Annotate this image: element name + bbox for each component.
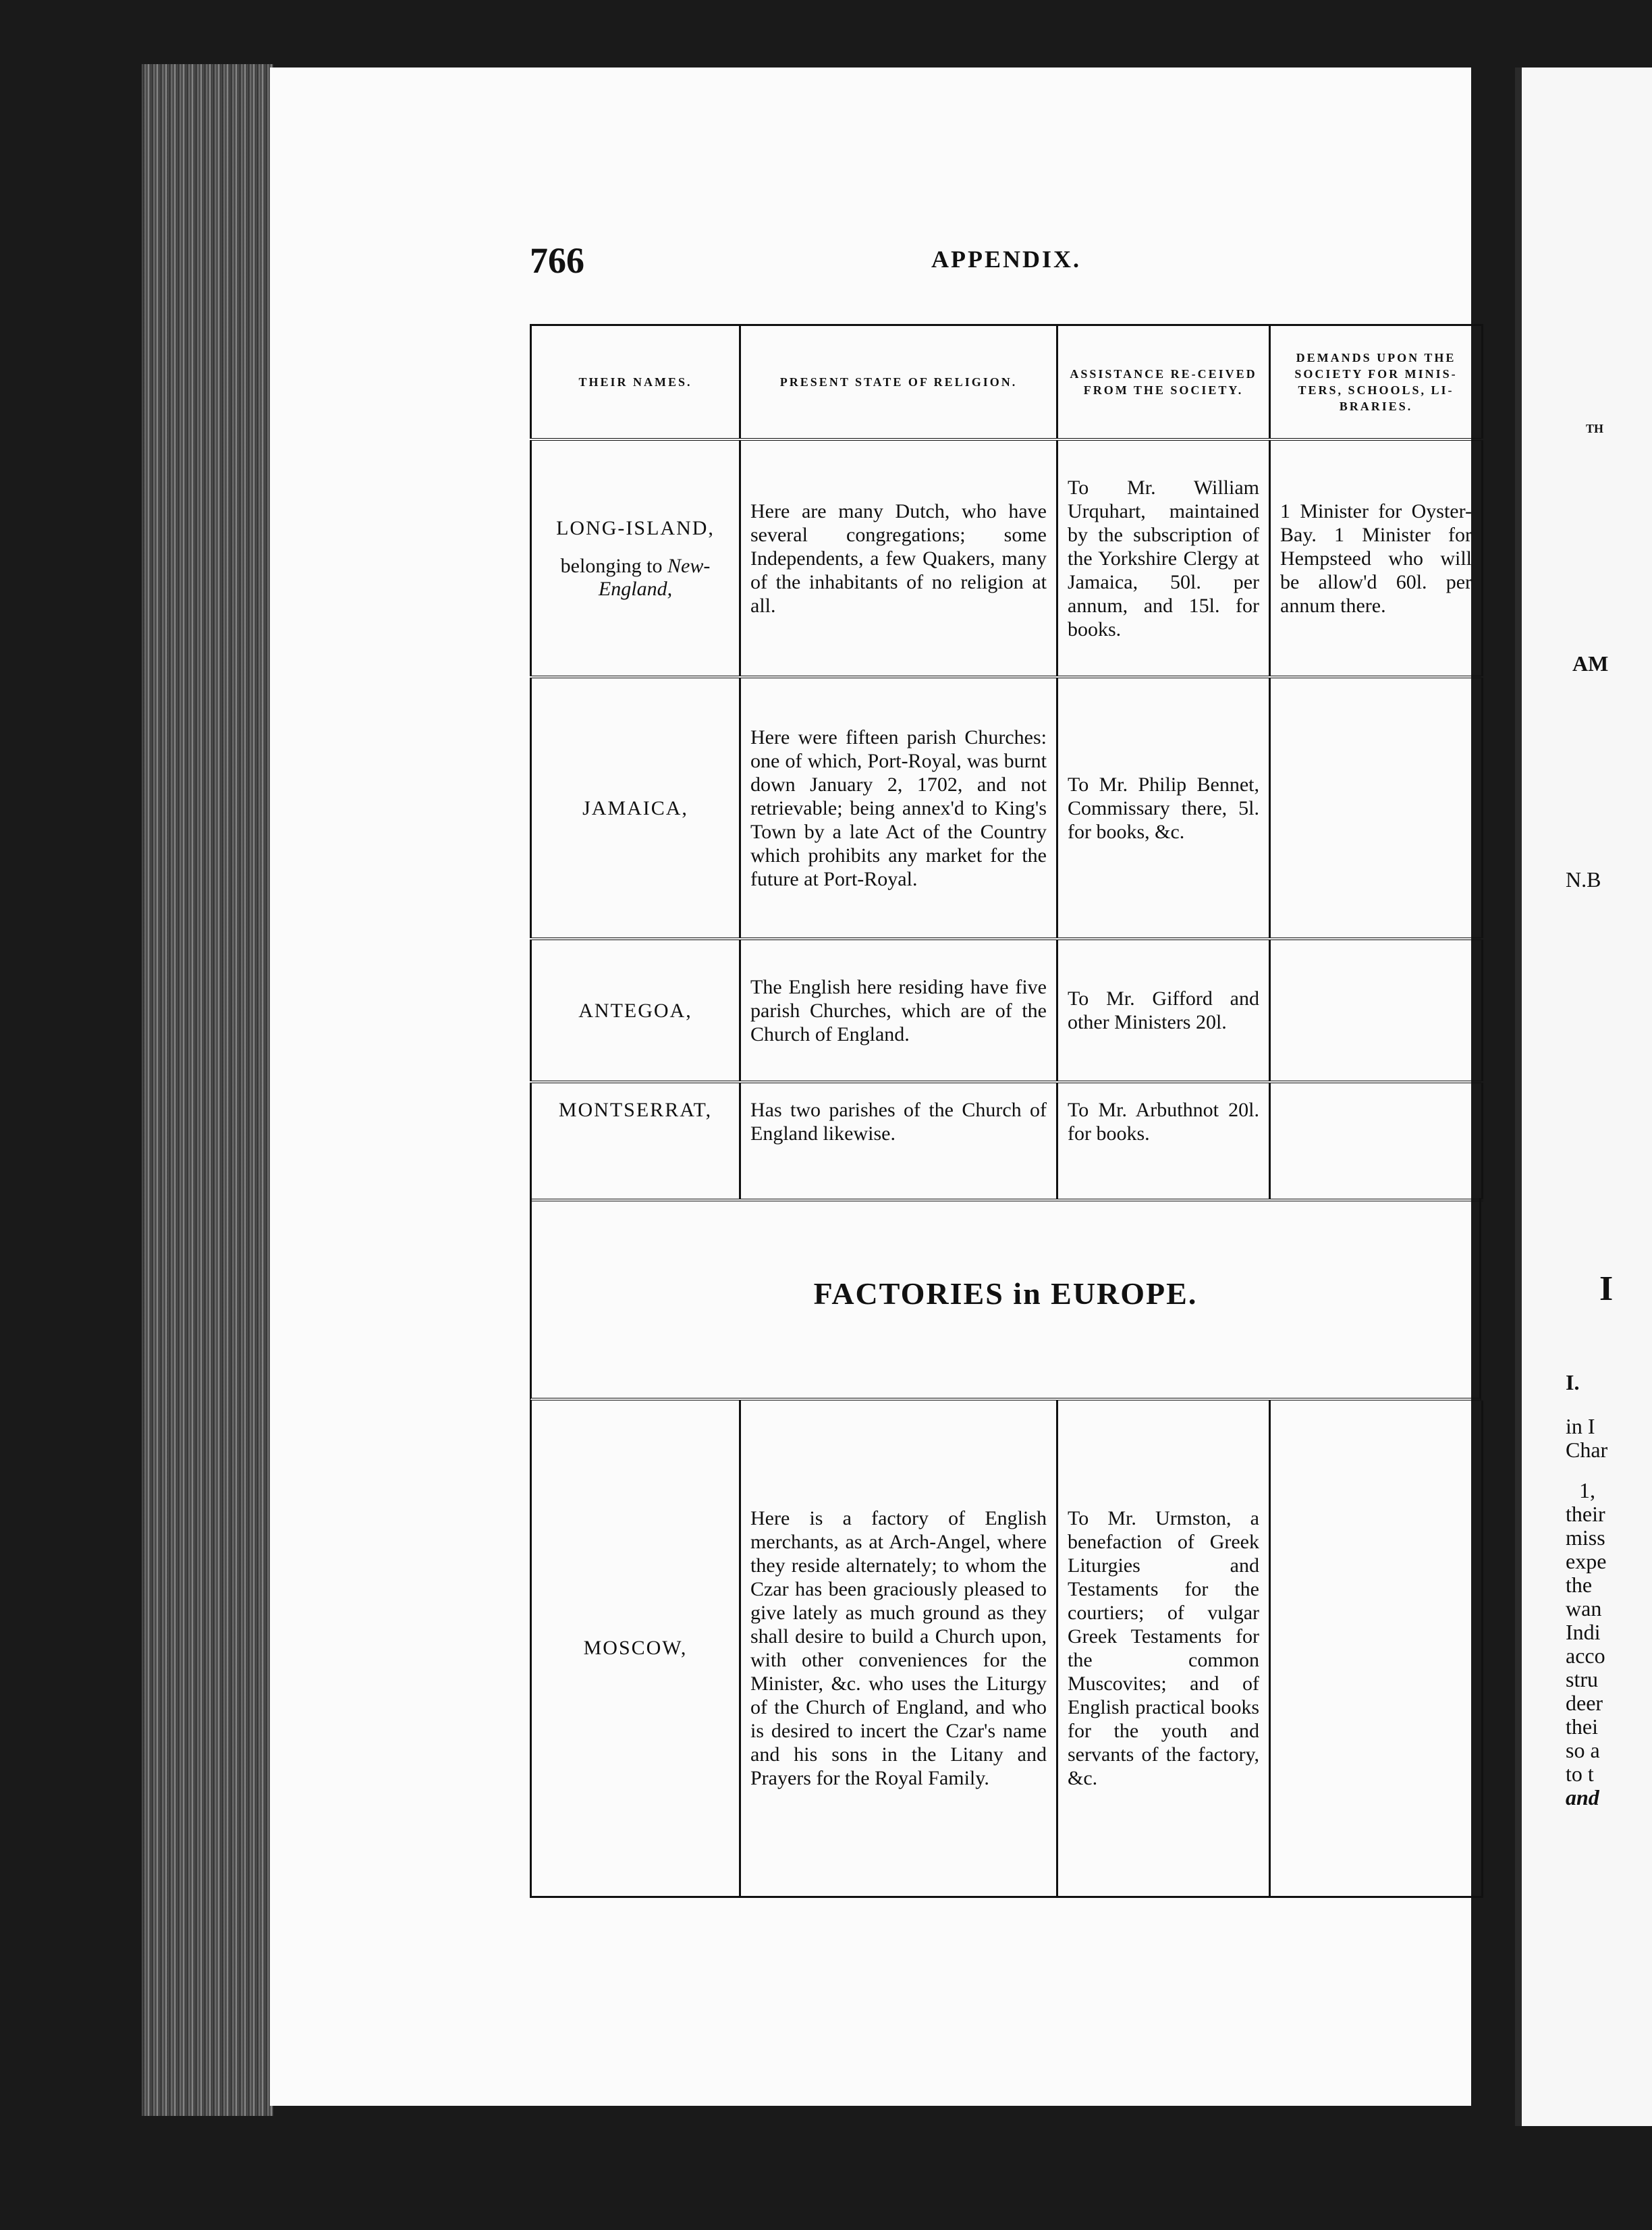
right-fragment: and [1566, 1785, 1599, 1810]
right-fragment: their [1566, 1502, 1605, 1526]
religion-cell: Here were fifteen parish Churches: one of which, Port-Royal, was burnt down January 2, 1702, and not retrievable; being annex'd to King's Town by a late Act of the Country which prohibits any market for the future at Port-Royal. [740, 677, 1057, 939]
column-header-assistance: ASSISTANCE RE-CEIVED FROM THE SOCIETY. [1057, 325, 1270, 440]
right-fragment: TH [1586, 422, 1604, 435]
place-name: LONG-ISLAND, [556, 516, 715, 539]
right-fragment: I. [1566, 1370, 1580, 1394]
demands-cell: 1 Minister for Oyster-Bay. 1 Minister for Hempsteed who will be allow'd 60l. per annum there. [1270, 439, 1483, 677]
demands-cell [1270, 677, 1483, 939]
place-name: ANTEGOA, [531, 939, 740, 1082]
demands-cell [1270, 1400, 1483, 1897]
religion-cell: The English here residing have five parish Churches, which are of the Church of England. [740, 939, 1057, 1082]
demands-cell [1270, 939, 1483, 1082]
religion-cell: Has two parishes of the Church of England likewise. [740, 1082, 1057, 1200]
place-subtitle-prefix: belonging to [560, 554, 667, 577]
right-fragment: expe [1566, 1549, 1607, 1573]
assistance-cell: To Mr. Urmston, a benefaction of Greek Liturgies and Testaments for the courtiers; of vulgar Greek Testaments for the common Muscovites; and of English practical books for the youth and servants of the factory, &c. [1057, 1400, 1270, 1897]
right-page-fragment [1515, 67, 1652, 2126]
right-fragment: so a [1566, 1738, 1600, 1762]
place-subtitle-italic: New-England, [598, 554, 711, 600]
table-row [531, 439, 1483, 677]
running-title: APPENDIX. [931, 246, 1081, 273]
page-header [530, 240, 1427, 287]
right-fragment: Char [1566, 1438, 1608, 1462]
right-fragment: Indi [1566, 1620, 1601, 1644]
right-fragment: stru [1566, 1667, 1598, 1691]
page-number: 766 [530, 240, 584, 281]
right-fragment: miss [1566, 1525, 1605, 1550]
right-fragment: to t [1566, 1762, 1594, 1786]
right-fragment: N.B [1566, 867, 1601, 892]
religion-table [530, 324, 1481, 1903]
column-header-names: THEIR NAMES. [531, 325, 740, 440]
right-fragment: thei [1566, 1714, 1598, 1739]
section-title: FACTORIES in EUROPE. [813, 1276, 1198, 1311]
assistance-cell: To Mr. Arbuthnot 20l. for books. [1057, 1082, 1270, 1200]
table-row [531, 677, 1483, 939]
column-header-demands: DEMANDS UPON THE SOCIETY FOR MINIS-TERS, SCHOOLS, LI-BRARIES. [1270, 325, 1483, 440]
right-fragment: deer [1566, 1691, 1603, 1715]
table-row [531, 939, 1483, 1082]
table-header-row [531, 325, 1483, 440]
assistance-cell: To Mr. William Urquhart, maintained by the subscription of the Yorkshire Clergy at Jamaica, 50l. per annum, and 15l. for books. [1057, 439, 1270, 677]
factories-table [530, 1400, 1483, 1898]
book-edge [142, 64, 273, 2116]
right-fragment: AM [1572, 651, 1609, 676]
place-name: MOSCOW, [531, 1400, 740, 1897]
right-fragment: acco [1566, 1643, 1605, 1668]
table-row [531, 1082, 1483, 1200]
right-fragment: the [1566, 1573, 1593, 1597]
colonies-table [530, 324, 1483, 1201]
religion-cell: Here are many Dutch, who have several congregations; some Independents, a few Quakers, many of the inhabitants of no religion at all. [740, 439, 1057, 677]
assistance-cell: To Mr. Gifford and other Ministers 20l. [1057, 939, 1270, 1082]
right-fragment: in I [1566, 1414, 1595, 1438]
right-fragment: 1, [1579, 1478, 1595, 1502]
name-cell [531, 439, 740, 677]
section-band [530, 1198, 1481, 1400]
right-fragment: wan [1566, 1596, 1602, 1621]
right-fragment: I [1599, 1270, 1614, 1308]
place-name: MONTSERRAT, [531, 1082, 740, 1200]
religion-cell: Here is a factory of English merchants, as at Arch-Angel, where they reside alternately; to whom the Czar has been graciously pleased to give lately as much ground as they shall desire to build a Church upon, with other conveniences for the Minister, &c. who uses the Liturgy of the Church of England, and who is desired to incert the Czar's name and his sons in the Litany and Prayers for the Royal Family. [740, 1400, 1057, 1897]
assistance-cell: To Mr. Philip Bennet, Commissary there, 5l. for books, &c. [1057, 677, 1270, 939]
demands-cell [1270, 1082, 1483, 1200]
table-row [531, 1400, 1483, 1897]
place-name: JAMAICA, [531, 677, 740, 939]
place-subtitle [541, 555, 729, 601]
column-header-religion: PRESENT STATE OF RELIGION. [740, 325, 1057, 440]
